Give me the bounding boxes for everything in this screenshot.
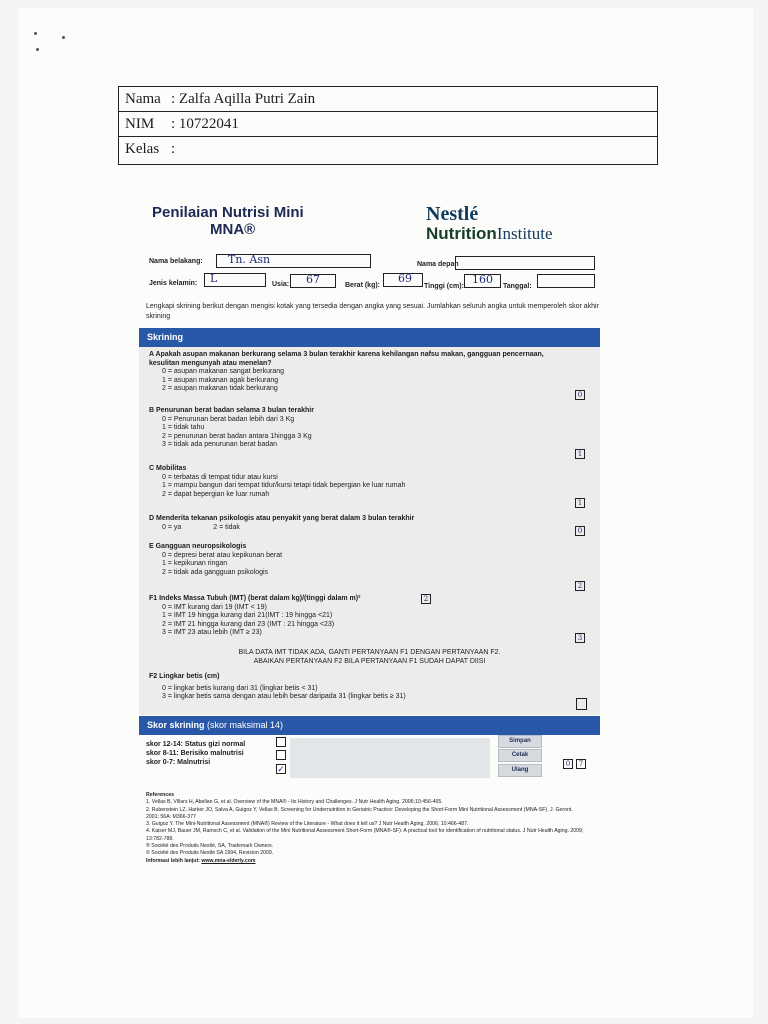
nama-belakang-value: Tn. Asn	[228, 253, 271, 266]
question-e-score-box[interactable]: 2	[575, 581, 585, 591]
question-e	[149, 543, 549, 577]
question-f2-option-3: 3 = lingkar betis sama dengan atau lebih besar daripada 31 (lingkar betis ≥ 31)	[162, 693, 406, 701]
nim-row	[119, 112, 657, 137]
note-imt-2: ABAIKAN PERTANYAAN F2 BILA PERTANYAAN F1 SUDAH DAPAT DIISI	[253, 658, 486, 665]
question-c	[149, 465, 549, 499]
question-f1-option-2: 2 = IMT 21 hingga kurang dari 23 (IMT : 21 hingga <23)	[162, 620, 335, 628]
total-score-digit-1[interactable]: 0	[563, 759, 573, 769]
question-d-score-box[interactable]: 0	[575, 526, 585, 536]
question-e-option-0: 0 = depresi berat atau kepikunan berat	[162, 551, 283, 559]
nama-value: : Zalfa Aqilla Putri Zain	[171, 91, 316, 107]
question-f2	[149, 673, 549, 702]
reference-1: 1. Vellas B, Villars H, Abellan G, et al. Overview of the MNA® - Its History and Challenges. J Nutr Health Aging. 2006;10:456-465.	[146, 799, 443, 806]
question-a	[149, 351, 549, 394]
speck-mark	[36, 48, 39, 51]
cetak-button[interactable]: Cetak	[498, 749, 542, 762]
question-b-option-2: 2 = penurunan berat badan antara 1hingga 3 Kg	[162, 432, 312, 440]
copyright-note: © Société des Produits Nestlé SA 1994, Revision 2009.	[146, 850, 274, 857]
question-d-option-2: 2 = tidak	[213, 523, 240, 531]
question-b	[149, 407, 549, 450]
question-a-title: A Apakah asupan makanan berkurang selama 3 bulan terakhir karena kehilangan nafsu makan, gangguan pencernaan, kesulitan mengunyah atau menelan?	[149, 351, 544, 367]
question-d-option-0: 0 = ya	[162, 523, 182, 531]
question-f2-option-0: 0 = lingkar betis kurang dari 31 (lingkar betis < 31)	[162, 684, 318, 692]
usia-value: 67	[306, 273, 320, 286]
tinggi-label: Tinggi (cm):	[424, 283, 464, 290]
question-e-option-2: 2 = tidak ada gangguan psikologis	[162, 568, 269, 576]
question-e-option-1: 1 = kepikunan ringan	[162, 560, 228, 568]
skor-title: Skor skrining	[147, 720, 205, 730]
instructions: Lengkapi skrining berikut dengan mengisi kotak yang tersedia dengan angka yang sesuai. Jumlahkan seluruh angka untuk memperoleh skor akhir skrining	[146, 303, 599, 320]
kelas-row	[119, 137, 657, 162]
question-b-option-1: 1 = tidak tahu	[162, 424, 205, 432]
checkbox-malnutrition[interactable]: ✓	[277, 764, 285, 774]
tanggal-field[interactable]	[537, 274, 595, 288]
jenis-kelamin-label: Jenis kelamin:	[149, 280, 198, 287]
question-f1-title: F1 Indeks Massa Tubuh (IMT) (berat dalam kg)/(tinggi dalam m)²	[149, 595, 361, 602]
references-heading: References	[146, 792, 174, 798]
more-info	[146, 858, 586, 865]
question-b-option-0: 0 = Penurunan berat badan lebih dari 3 Kg	[162, 415, 295, 423]
reference-2: 2. Rubenstein LZ, Harker JO, Salva A, Guigoz Y, Vellas B. Screening for Undernutrition in Geriatric Practice: Developing the Short-Form Mini Nutritional Assessment (MNA-SF). J. Geront. 2001; 56A: M366-377	[146, 806, 573, 820]
note-imt-1: BILA DATA IMT TIDAK ADA, GANTI PERTANYAAN F1 DENGAN PERTANYAAN F2.	[238, 649, 501, 656]
score-malnutrition: skor 0-7: Malnutrisi	[146, 759, 211, 766]
question-b-score-box[interactable]: 1	[575, 449, 585, 459]
nama-belakang-label: Nama belakang:	[149, 258, 203, 265]
question-c-title: C Mobilitas	[149, 465, 187, 472]
simpan-button[interactable]: Simpan	[498, 735, 542, 748]
nama-depan-label: Nama depan	[417, 261, 459, 268]
trademark-note: ® Société des Produits Nestlé, SA, Trademark Owners.	[146, 843, 274, 850]
nama-label: Nama	[125, 91, 161, 107]
question-a-score-box[interactable]: 0	[575, 390, 585, 400]
tinggi-value: 160	[472, 273, 493, 286]
form-title: Penilaian Nutrisi Mini	[152, 204, 304, 221]
more-info-link[interactable]: www.mna-elderly.com	[201, 857, 256, 864]
more-info-label: Informasi lebih lanjut:	[146, 857, 202, 864]
score-risk: skor 8-11: Berisiko malnutrisi	[146, 750, 244, 757]
question-d-title: D Menderita tekanan psikologis atau penyakit yang berat dalam 3 bulan terakhir	[149, 515, 415, 522]
score-normal: skor 12-14: Status gizi normal	[146, 741, 246, 748]
nim-label: NIM	[125, 116, 155, 132]
ulang-button[interactable]: Ulang	[498, 764, 542, 777]
question-b-title: B Penurunan berat badan selama 3 bulan terakhir	[149, 407, 314, 414]
question-c-option-2: 2 = dapat bepergian ke luar rumah	[162, 490, 270, 498]
nim-value: : 10722041	[171, 116, 239, 132]
berat-value: 69	[398, 272, 412, 285]
berat-label: Berat (kg):	[345, 282, 381, 289]
brand-nutrition: Nutrition	[426, 224, 497, 243]
score-display-area	[290, 738, 490, 778]
question-d	[149, 515, 549, 532]
speck-mark	[62, 36, 65, 39]
skor-subtitle: (skor maksimal 14)	[207, 720, 284, 730]
question-d-options	[149, 524, 549, 533]
question-a-option-2: 2 = asupan makanan tidak berkurang	[162, 385, 278, 393]
nama-depan-field[interactable]	[455, 256, 595, 270]
question-f1-inline-box[interactable]: 2	[421, 594, 431, 604]
checkbox-risk[interactable]	[276, 750, 286, 760]
usia-label: Usia:	[272, 281, 290, 288]
student-info-box	[118, 86, 658, 165]
question-f1-option-0: 0 = IMT kurang dari 19 (IMT < 19)	[162, 603, 267, 611]
jenis-kelamin-value: L	[210, 272, 218, 285]
speck-mark	[34, 32, 37, 35]
brand-logo-top: Nestlé	[426, 203, 479, 225]
kelas-label: Kelas	[125, 141, 160, 157]
question-a-option-1: 1 = asupan makanan agak berkurang	[162, 376, 279, 384]
checkbox-normal[interactable]	[276, 737, 286, 747]
section-skor-skrining	[139, 716, 600, 735]
question-b-option-3: 3 = tidak ada penurunan berat badan	[162, 441, 278, 449]
question-f1	[149, 595, 549, 638]
reference-3: 3. Guigoz Y. The Mini-Nutritional Assessment (MNA®) Review of the Literature - What does it tell us? J Nutr Health Aging. 2006; 10:466-487.	[146, 821, 469, 828]
tanggal-label: Tanggal:	[503, 283, 532, 290]
nama-row	[119, 87, 657, 112]
question-a-option-0: 0 = asupan makanan sangat berkurang	[162, 368, 285, 376]
question-e-title: E Gangguan neuropsikologis	[149, 543, 247, 550]
brand-institute: Institute	[496, 224, 553, 243]
brand-logo-bottom	[426, 224, 553, 244]
reference-4: 4. Kaiser MJ, Bauer JM, Ramsch C, et al. Validation of the Mini Nutritional Assessment Short-Form (MNA®-SF): A practical tool for identification of nutritional status. J Nutr Health Aging. 2009; 13:782-788.	[146, 828, 584, 842]
question-f2-title: F2 Lingkar betis (cm)	[149, 673, 220, 680]
question-f1-option-3: 3 = IMT 23 atau lebih (IMT ≥ 23)	[162, 629, 262, 637]
question-c-option-0: 0 = terbatas di tempat tidur atau kursi	[162, 473, 278, 481]
section-skrining: Skrining	[139, 328, 600, 347]
question-c-score-box[interactable]: 1	[575, 498, 585, 508]
question-f1-option-1: 1 = IMT 19 hingga kurang dari 21(IMT : 19 hingga <21)	[162, 612, 333, 620]
question-c-option-1: 1 = mampu bangun dari tempat tidur/kursi tetapi tidak bepergian ke luar rumah	[162, 482, 406, 490]
question-f1-score-box[interactable]: 3	[575, 633, 585, 643]
form-subtitle: MNA®	[210, 221, 256, 238]
question-f2-score-box[interactable]	[576, 698, 587, 710]
kelas-value: :	[171, 141, 176, 157]
references	[146, 792, 586, 865]
total-score-digit-2[interactable]: 7	[576, 759, 586, 769]
